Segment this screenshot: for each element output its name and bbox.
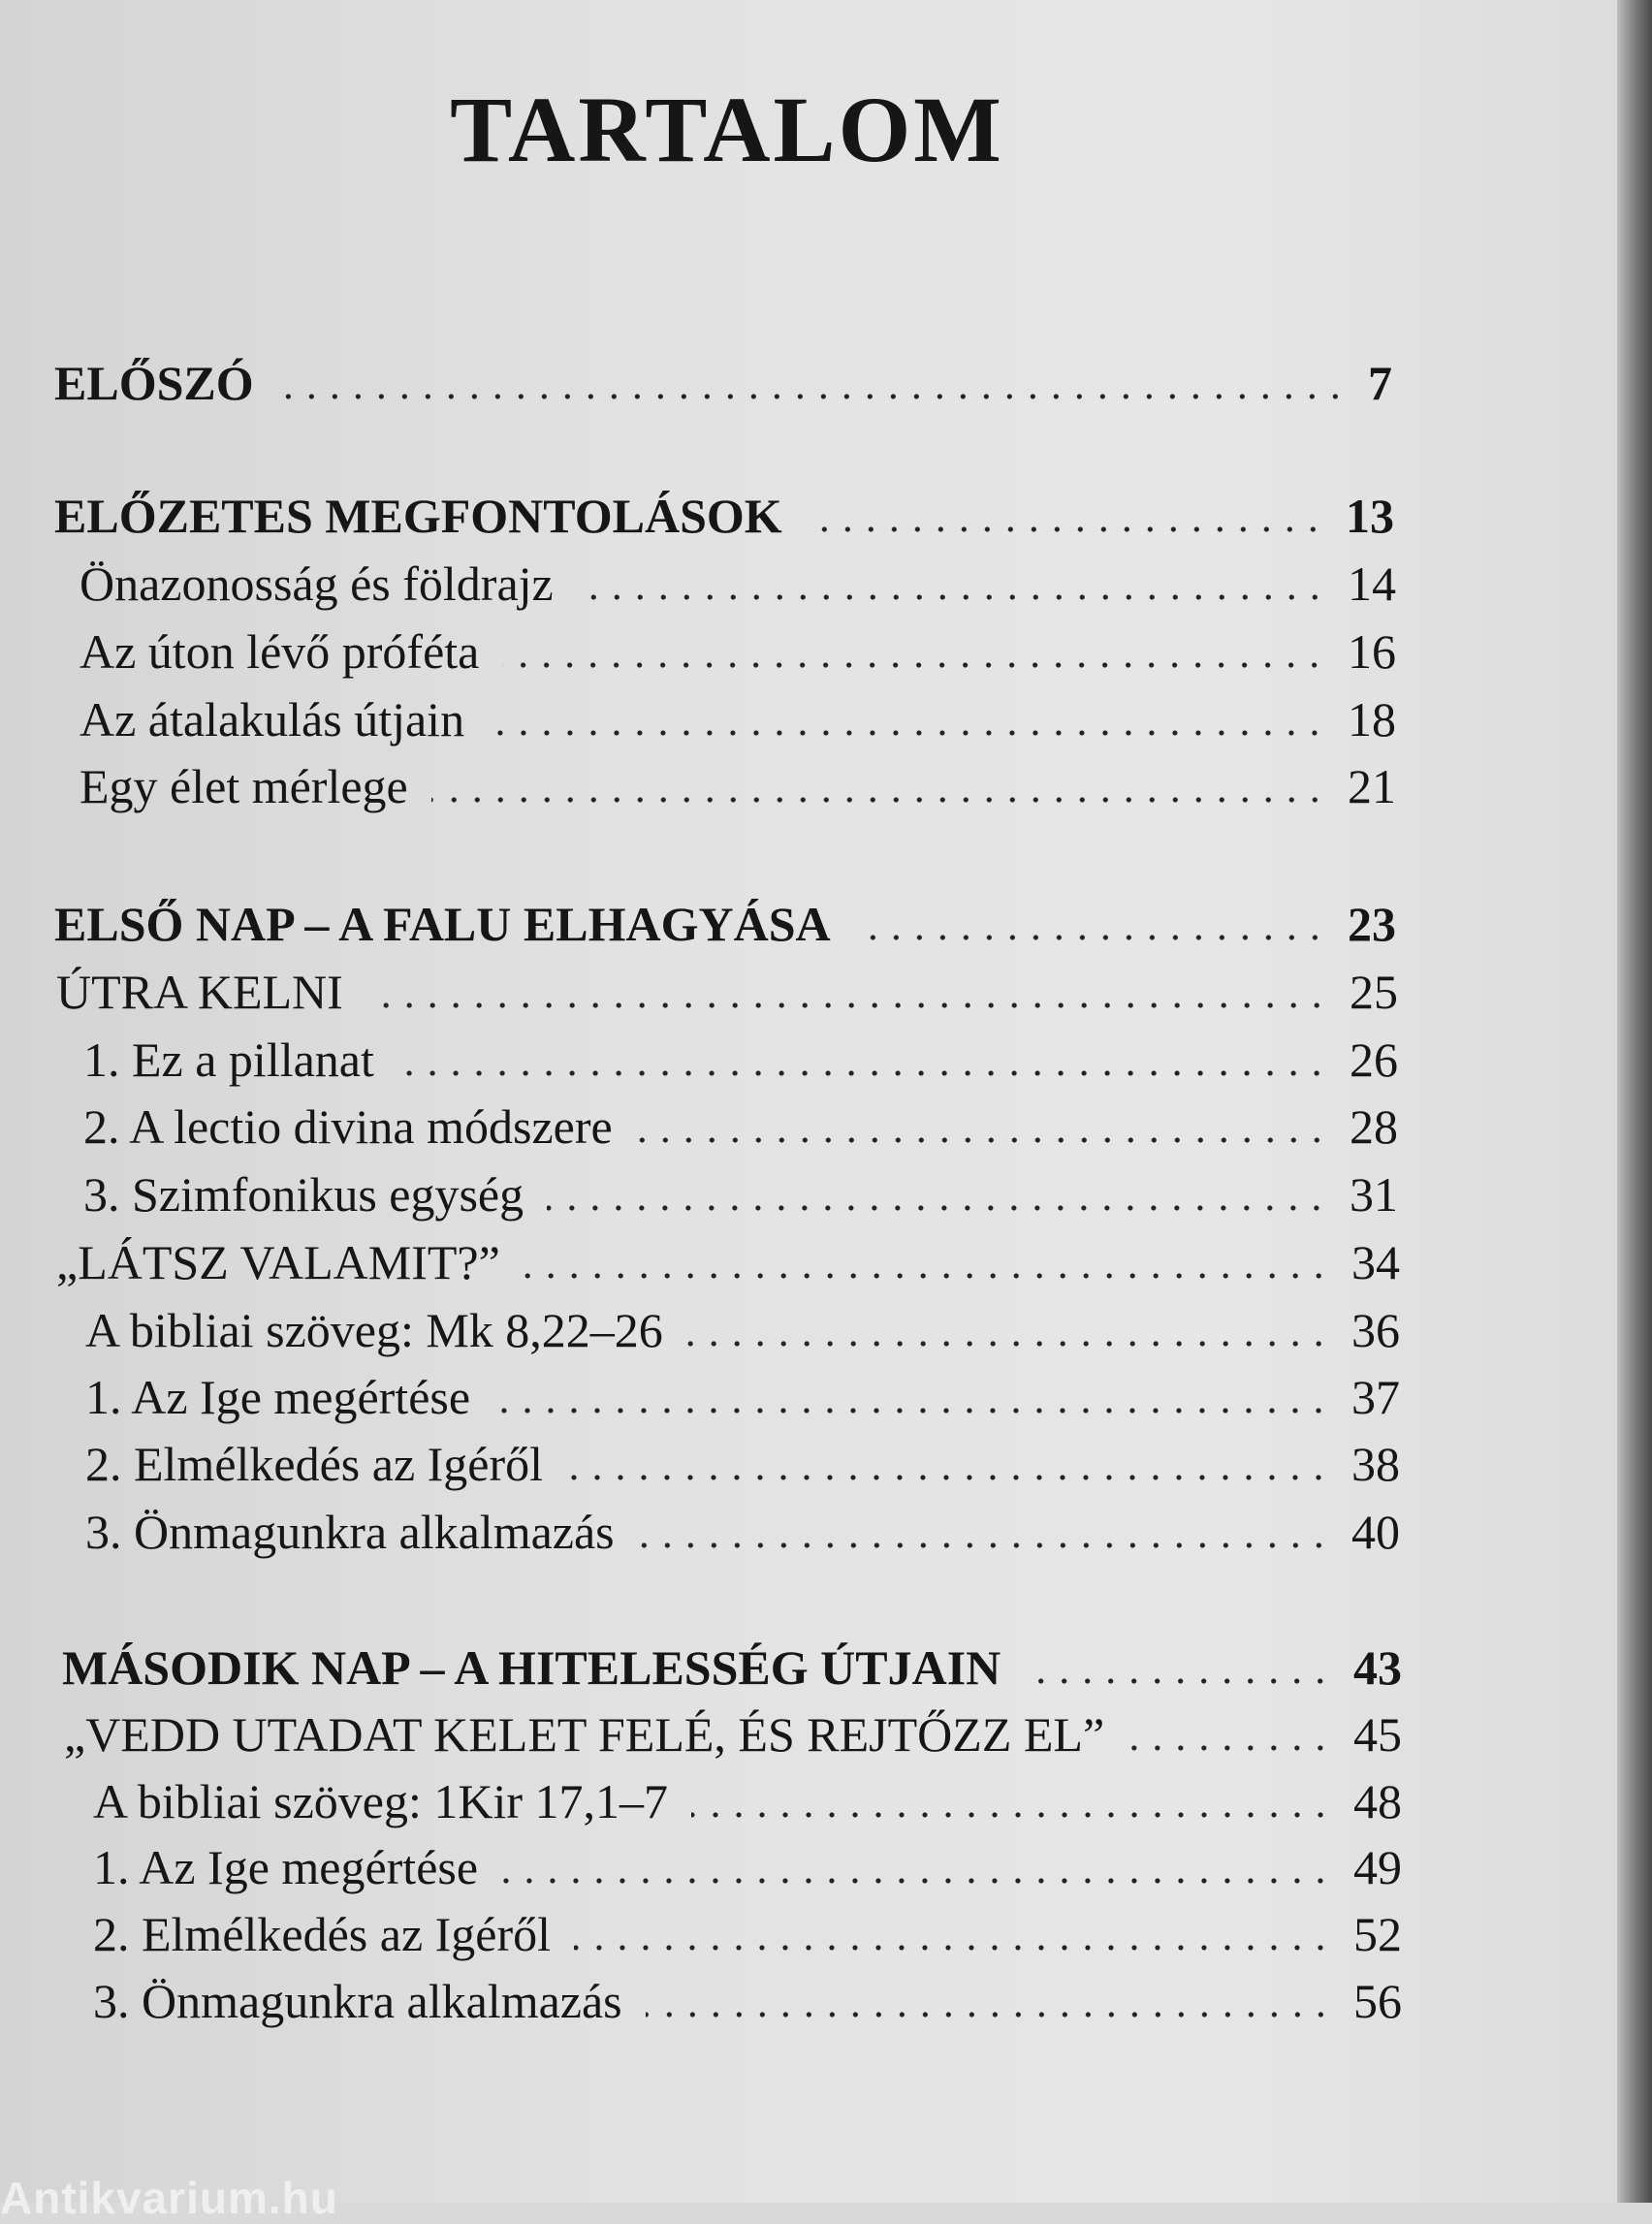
toc-entry: A bibliai szöveg: Mk 8,22–26 36	[85, 1303, 1400, 1357]
dot-leader	[1128, 1743, 1332, 1753]
dot-leader	[636, 1135, 1328, 1145]
dot-leader	[501, 1876, 1332, 1886]
toc-section-heading: ELSŐ NAP – A FALU ELHAGYÁSA 23	[54, 897, 1396, 951]
page-title: TARTALOM	[450, 78, 1004, 181]
dot-leader	[502, 660, 1326, 670]
toc-entry: 2. Elmélkedés az Igéről 38	[85, 1437, 1400, 1491]
watermark: Antikvarium.hu	[0, 2173, 338, 2223]
dot-leader	[547, 1203, 1328, 1213]
toc-chapter: „LÁTSZ VALAMIT?” 34	[56, 1235, 1400, 1289]
toc-entry: 1. Ez a pillanat 26	[83, 1033, 1398, 1087]
dot-leader	[366, 1001, 1328, 1010]
toc-entry: A bibliai szöveg: 1Kir 17,1–7 48	[93, 1774, 1402, 1828]
toc-entry: Önazonosság és földrajz 14	[79, 556, 1396, 611]
toc-entry-eloszo: ELŐSZÓ 7	[54, 356, 1392, 410]
dot-leader	[493, 1406, 1330, 1415]
dot-leader	[577, 592, 1326, 602]
toc-entry: 1. Az Ige megértése 49	[93, 1840, 1402, 1894]
toc-entry: Az átalakulás útjain 18	[79, 692, 1396, 747]
dot-leader	[488, 728, 1326, 738]
toc-entry: Az úton lévő próféta 16	[79, 624, 1396, 679]
toc-entry: 3. Szimfonikus egység 31	[83, 1167, 1398, 1222]
dot-leader	[1024, 1676, 1332, 1686]
dot-leader	[638, 1541, 1330, 1550]
dot-leader	[431, 795, 1326, 805]
toc-entry: 2. A lectio divina módszere 28	[83, 1099, 1398, 1154]
dot-leader	[806, 524, 1324, 534]
toc-entry: Egy élet mérlege 21	[79, 759, 1396, 813]
dot-leader	[691, 1810, 1332, 1820]
toc-entry: 1. Az Ige megértése 37	[85, 1370, 1400, 1424]
dot-leader	[854, 933, 1326, 942]
dot-leader	[566, 1473, 1330, 1482]
toc-section-heading: ELŐZETES MEGFONTOLÁSOK 13	[54, 489, 1394, 543]
dot-leader	[397, 1068, 1328, 1078]
dot-leader	[574, 1943, 1332, 1953]
toc-entry: 3. Önmagunkra alkalmazás 56	[93, 1974, 1402, 2028]
toc-chapter: „VEDD UTADAT KELET FELÉ, ÉS REJTŐZZ EL” 45	[64, 1707, 1402, 1762]
toc-section-heading: MÁSODIK NAP – A HITELESSÉG ÚTJAIN 43	[62, 1640, 1402, 1695]
dot-leader	[277, 392, 1347, 401]
toc-entry: 2. Elmélkedés az Igéről 52	[93, 1907, 1402, 1961]
toc-entry: 3. Önmagunkra alkalmazás 40	[85, 1505, 1400, 1559]
dot-leader	[686, 1339, 1330, 1349]
toc-chapter: ÚTRA KELNI 25	[56, 965, 1398, 1019]
dot-leader	[524, 1271, 1330, 1281]
dot-leader	[646, 2010, 1332, 2019]
